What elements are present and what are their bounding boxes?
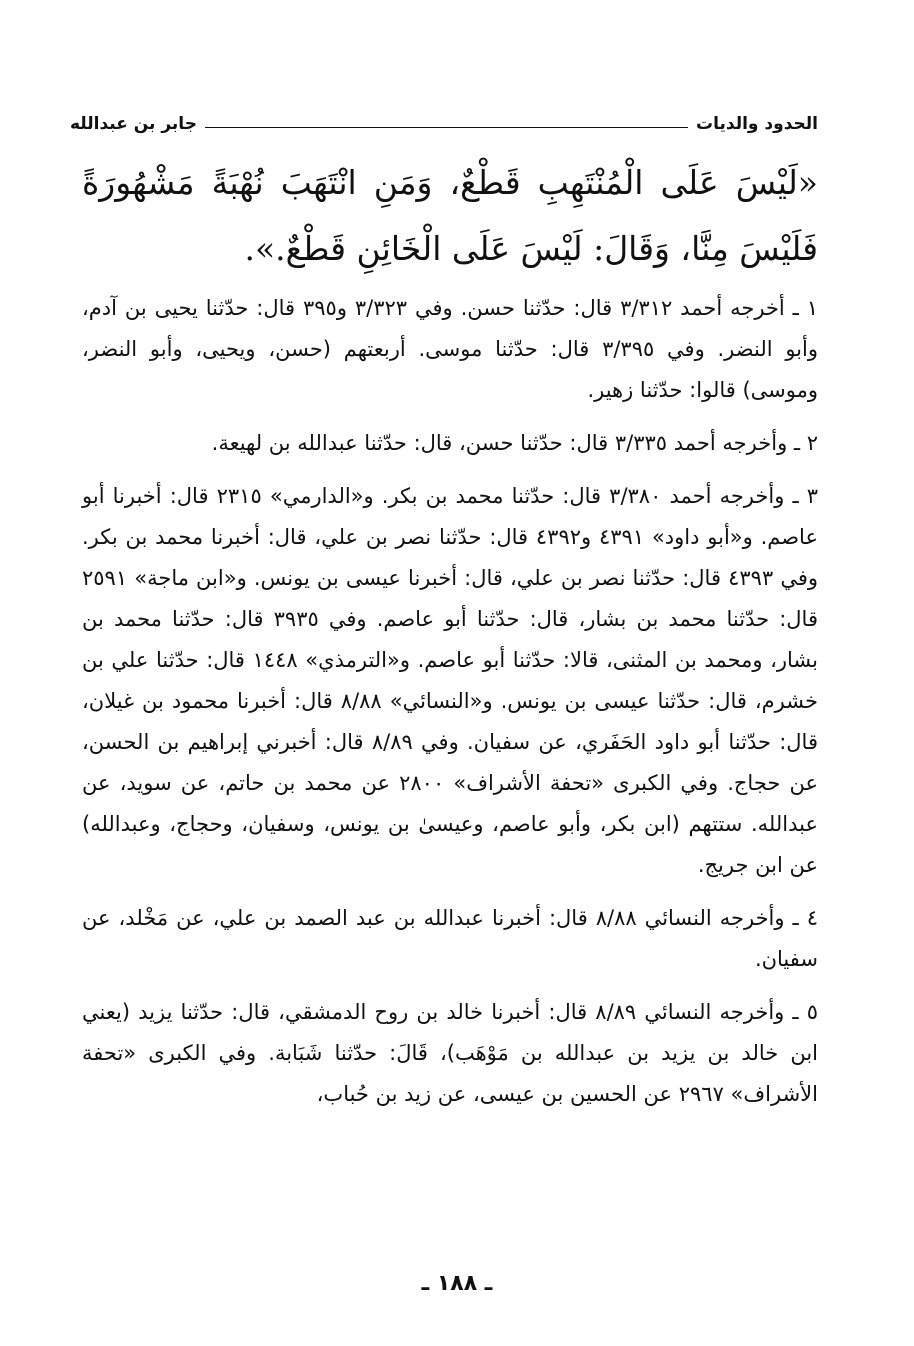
narrator-name: جابر بن عبدالله (70, 114, 197, 134)
page-number: ـ ١٨٨ ـ (421, 1271, 493, 1296)
running-header (70, 108, 818, 134)
footnote-1: ١ ـ أخرجه أحمد ٣/٣١٢ قال: حدّثنا حسن. وفي ٣/٣٢٣ و٣٩٥ قال: حدّثنا يحيى بن آدم، وأبو النضر. وفي ٣/٣٩٥ قال: حدّثنا موسى. أربعتهم (حسن، ويحيى، وأبو النضر، وموسى) قالوا: حدّثنا زهير. (82, 296, 819, 402)
hadith-text: «لَيْسَ عَلَى الْمُنْتَهِبِ قَطْعٌ، وَمَنِ انْتَهَبَ نُهْبَةً مَشْهُورَةً فَلَيْسَ مِنَّا، وَقَالَ: لَيْسَ عَلَى الْخَائِنِ قَطْعٌ.». (82, 163, 818, 268)
footnote-2: ٢ ـ وأخرجه أحمد ٣/٣٣٥ قال: حدّثنا حسن، قال: حدّثنا عبدالله بن لهيعة. (211, 431, 818, 455)
header-rule (205, 127, 688, 128)
footnote-5: ٥ ـ وأخرجه النسائي ٨/٨٩ قال: أخبرنا خالد بن روح الدمشقي، قال: حدّثنا يزيد (يعني ابن خالد بن يزيد بن عبدالله بن مَوْهَب)، قَالَ: حدّثنا شَبَابة. وفي الكبرى «تحفة الأشراف» ٢٩٦٧ عن الحسين بن عيسى، عن زيد بن حُباب، (82, 1000, 818, 1106)
footnotes (82, 288, 818, 1127)
footnote-4: ٤ ـ وأخرجه النسائي ٨/٨٨ قال: أخبرنا عبدالله بن عبد الصمد بن علي، عن مَخْلد، عن سفيان. (82, 906, 818, 971)
section-title: الحدود والديات (696, 114, 818, 134)
footnote-3: ٣ ـ وأخرجه أحمد ٣/٣٨٠ قال: حدّثنا محمد بن بكر. و«الدارمي» ٢٣١٥ قال: أخبرنا أبو عاصم. و«أبو داود» ٤٣٩١ و٤٣٩٢ قال: حدّثنا نصر بن علي، قال: أخبرنا محمد بن بكر. وفي ٤٣٩٣ قال: حدّثنا نصر بن علي، قال: أخبرنا عيسى بن يونس. و«ابن ماجة» ٢٥٩١ قال: حدّثنا محمد بن بشار، قال: حدّثنا أبو عاصم. وفي ٣٩٣٥ قال: حدّثنا محمد بن بشار، ومحمد بن المثنى، قالا: حدّثنا أبو عاصم. و«الترمذي» ١٤٤٨ قال: حدّثنا علي بن خشرم، قال: حدّثنا عيسى بن يونس. و«النسائي» ٨/٨٨ قال: أخبرنا محمود بن غيلان، قال: حدّثنا أبو داود الحَفَري، عن سفيان. وفي ٨/٨٩ قال: أخبرني إبراهيم بن الحسن، عن حجاج. وفي الكبرى «تحفة الأشراف» ٢٨٠٠ عن محمد بن حاتم، عن سويد، عن عبدالله. ستتهم (ابن بكر، وأبو عاصم، وعيسىٰ بن يونس، وسفيان، وحجاج، وعبدالله) عن ابن جريج. (82, 484, 819, 877)
